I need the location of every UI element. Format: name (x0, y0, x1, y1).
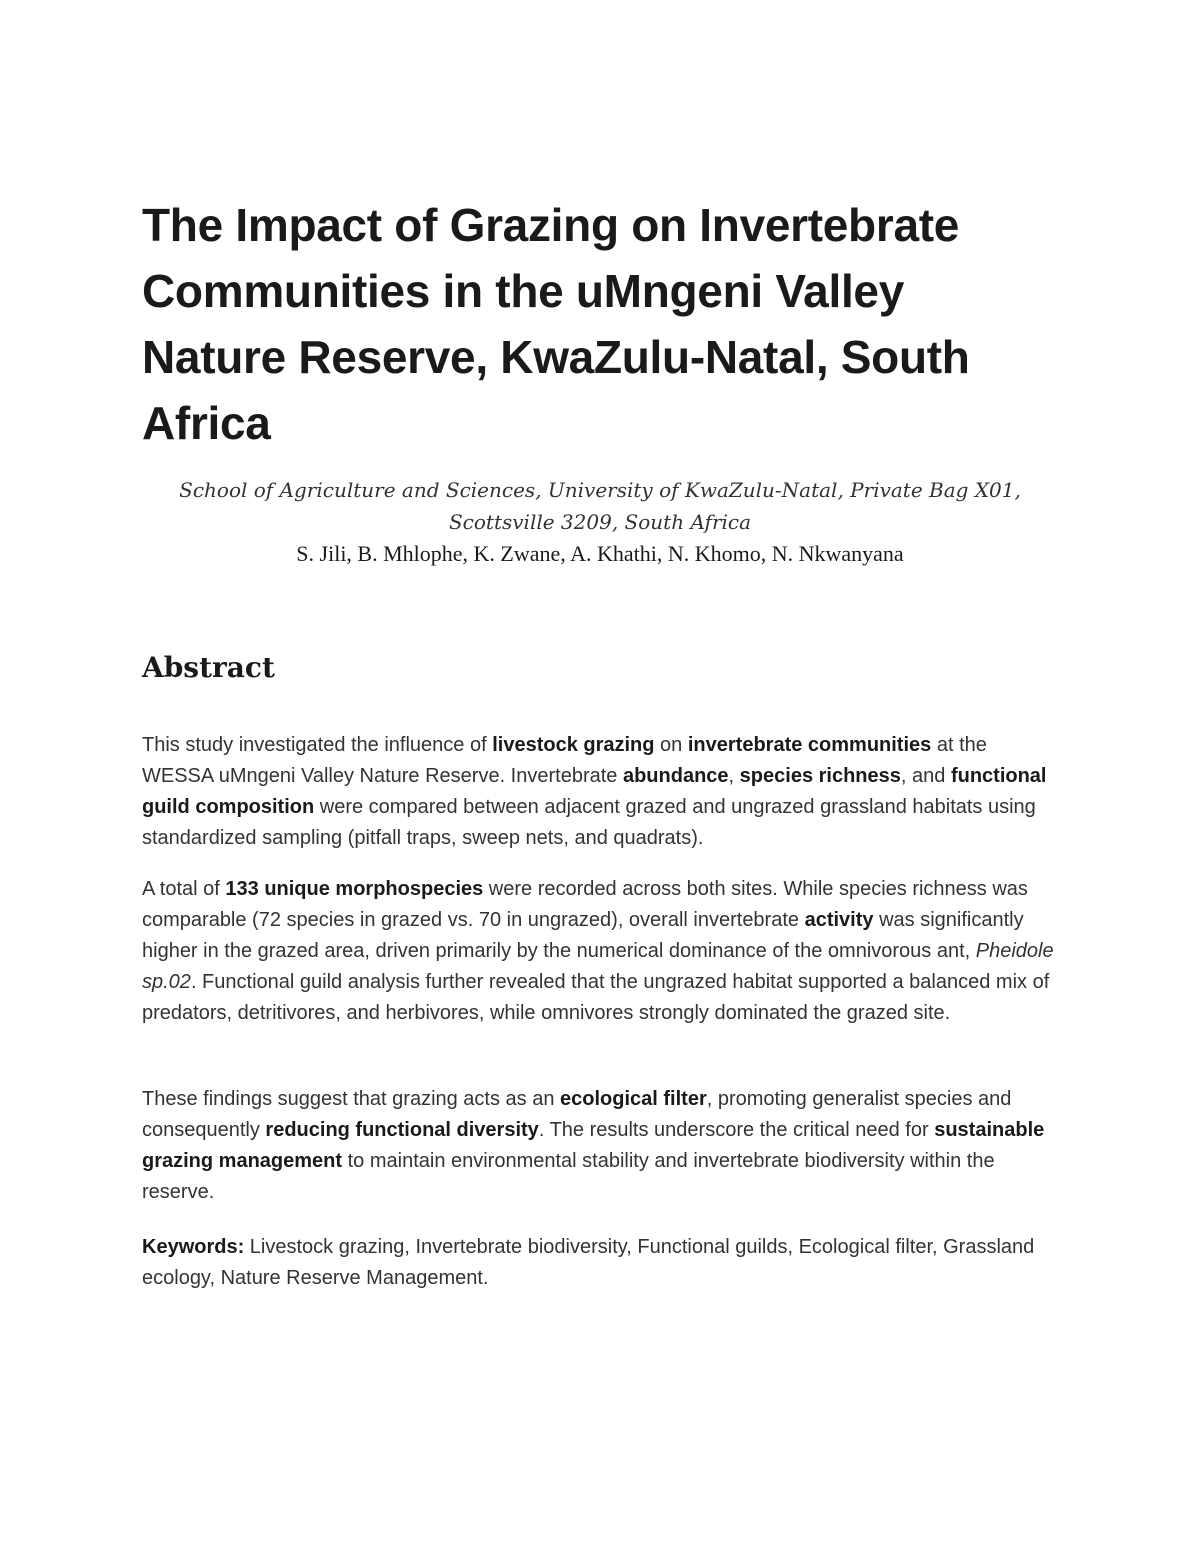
emphasis-species-richness: species richness (739, 765, 901, 787)
text-run: , promoting generalist species and consequently (142, 1088, 1012, 1141)
author-affiliation: School of Agriculture and Sciences, University of KwaZulu-Natal, Private Bag X01, Scottsville 3209, South Africa (179, 478, 1021, 534)
text-run: was significantly higher in the grazed area, driven primarily by the numerical dominance of the omnivorous ant, (142, 909, 1024, 962)
text-run: A total of (142, 878, 226, 900)
abstract-paragraph-1 (142, 730, 1058, 854)
emphasis-invertebrate-communities: invertebrate communities (687, 734, 932, 756)
keywords-paragraph (142, 1232, 1058, 1294)
text-run: on (654, 734, 688, 756)
text-run: , (728, 765, 740, 787)
emphasis-livestock-grazing: livestock grazing (492, 734, 655, 756)
emphasis-morphospecies-count: 133 unique morphospecies (225, 878, 484, 900)
emphasis-abundance: abundance (622, 765, 729, 787)
text-run: , and (900, 765, 951, 787)
emphasis-sustainable-grazing-management: sustainable grazing management (142, 1119, 1045, 1172)
abstract-paragraph-2 (142, 874, 1058, 1029)
text-run: These findings suggest that grazing acts as an (142, 1088, 561, 1110)
abstract-paragraph-3 (142, 1084, 1058, 1208)
emphasis-activity: activity (804, 909, 874, 931)
text-run: to maintain environmental stability and invertebrate biodiversity within the reserve. (142, 1150, 995, 1203)
text-run: were compared between adjacent grazed and ungrazed grassland habitats using standardized sampling (pitfall traps, sweep nets, and quadrats). (142, 796, 1036, 849)
species-name: Pheidole sp.02 (142, 940, 1054, 993)
text-run: at the WESSA uMngeni Valley Nature Reserve. Invertebrate (142, 734, 987, 787)
keywords-list: Livestock grazing, Invertebrate biodiversity, Functional guilds, Ecological filter, Grassland ecology, Nature Reserve Management. (142, 1236, 1035, 1289)
emphasis-ecological-filter: ecological filter (560, 1088, 707, 1110)
text-run: . The results underscore the critical need for (538, 1119, 935, 1141)
emphasis-functional-guild-composition: functional guild composition (142, 765, 1047, 818)
text-run: This study investigated the influence of (142, 734, 493, 756)
text-run: . Functional guild analysis further revealed that the ungrazed habitat supported a balanced mix of predators, detritivores, and herbivores, while omnivores strongly dominated the grazed site. (142, 971, 1050, 1024)
paper-title: The Impact of Grazing on Invertebrate Communities in the uMngeni Valley Nature Reserve, KwaZulu-Natal, South Africa (142, 199, 970, 449)
author-list: S. Jili, B. Mhlophe, K. Zwane, A. Khathi, N. Khomo, N. Nkwanyana (296, 541, 904, 566)
text-run: were recorded across both sites. While species richness was comparable (72 species in grazed vs. 70 in ungrazed), overall invertebrate (142, 878, 1028, 931)
keywords-label: Keywords: (142, 1236, 245, 1258)
abstract-heading: Abstract (142, 651, 275, 684)
emphasis-reducing-functional-diversity: reducing functional diversity (265, 1119, 539, 1141)
